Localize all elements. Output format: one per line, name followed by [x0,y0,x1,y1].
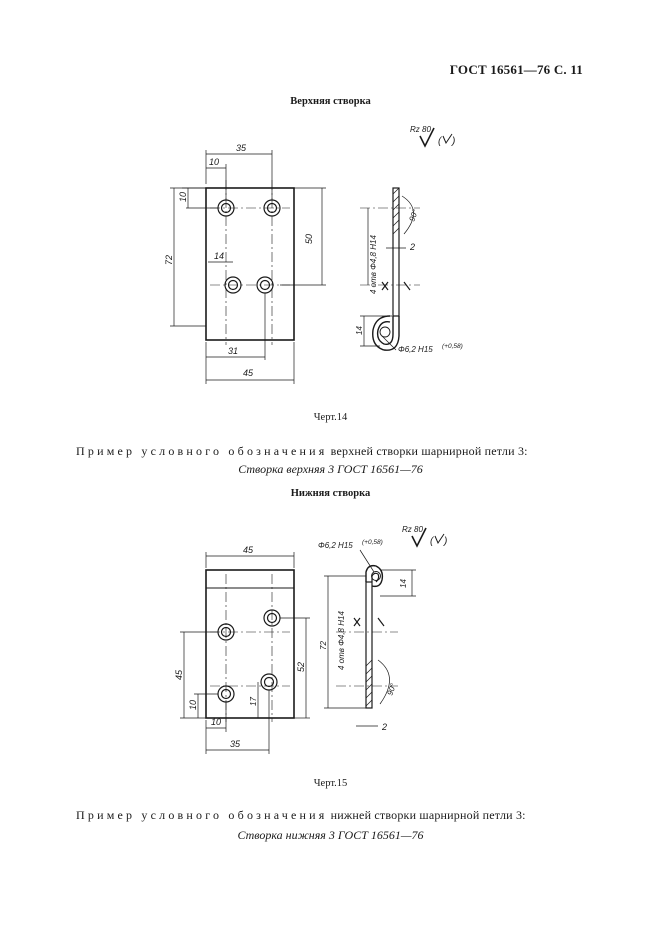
lower-dim-10: 10 [211,717,222,727]
lower-angle: 90° [385,682,399,697]
upper-section-title: Верхняя створка [290,96,371,107]
lower-drawing [0,510,661,775]
svg-text:(: ( [438,136,442,147]
upper-pin-tol: (+0,58) [442,343,463,350]
svg-text:(: ( [430,536,434,547]
lower-side-dim-14: 14 [399,579,408,588]
lower-dim-35: 35 [230,739,241,749]
lower-roughness: Rz 80 [402,525,423,534]
upper-thick: 2 [410,242,416,252]
upper-side-dim-14: 14 [355,326,364,335]
upper-holes-spec: 4 отв Φ4,8 Н14 [369,235,378,294]
upper-plate-outline [206,188,294,340]
lower-pin: Φ6,2 Н15 [318,541,353,550]
upper-designation: Створка верхняя 3 ГОСТ 16561—76 [238,462,423,476]
upper-dim-31: 31 [228,346,239,356]
upper-dim-35: 35 [236,143,247,153]
upper-dim-10: 10 [209,157,220,167]
lower-plate-outline [206,570,294,718]
lower-holes-spec: 4 отв Φ4,8 Н14 [337,611,346,670]
lower-dim-45: 45 [243,545,254,555]
upper-dim-10v: 10 [178,191,188,202]
lower-dim-10v: 10 [188,699,198,710]
upper-drawing [0,110,661,410]
lower-thick: 2 [382,722,388,732]
lower-caption: Черт.15 [313,778,348,789]
lower-section-title: Нижняя створка [290,488,371,499]
upper-example-prefix: Пример условного обозначения [76,444,328,458]
lower-hole-4 [261,674,277,690]
lower-example [76,808,526,823]
lower-side-dim-72: 72 [319,641,328,650]
lower-pin-tol: (+0,58) [362,539,383,546]
upper-dim-45: 45 [243,368,254,378]
upper-example [76,444,528,459]
lower-dim-52: 52 [296,661,306,672]
upper-dim-50: 50 [304,233,314,244]
upper-roughness: Rz 80 [410,125,431,134]
upper-dim-72: 72 [164,254,174,265]
upper-side-view [355,188,463,354]
svg-text:): ) [452,136,456,147]
upper-roughness-small-check-icon [443,134,452,143]
upper-example-rest: верхней створки шарнирной петли 3: [327,444,528,458]
upper-angle: 90° [407,208,421,223]
upper-dim-14: 14 [214,251,225,261]
page-header: ГОСТ 16561—76 С. 11 [449,62,583,77]
lower-example-prefix: Пример условного обозначения [76,808,328,822]
lower-dim-17: 17 [249,697,258,706]
svg-text:): ) [444,536,448,547]
lower-dim-45v: 45 [174,669,184,680]
lower-example-rest: нижней створки шарнирной петли 3: [327,808,526,822]
upper-caption: Черт.14 [313,412,348,423]
lower-designation: Створка нижняя 3 ГОСТ 16561—76 [237,828,424,842]
upper-pin: Φ6,2 Н15 [398,345,433,354]
lower-roughness-small-check-icon [435,534,444,543]
lower-side-view [318,539,416,732]
